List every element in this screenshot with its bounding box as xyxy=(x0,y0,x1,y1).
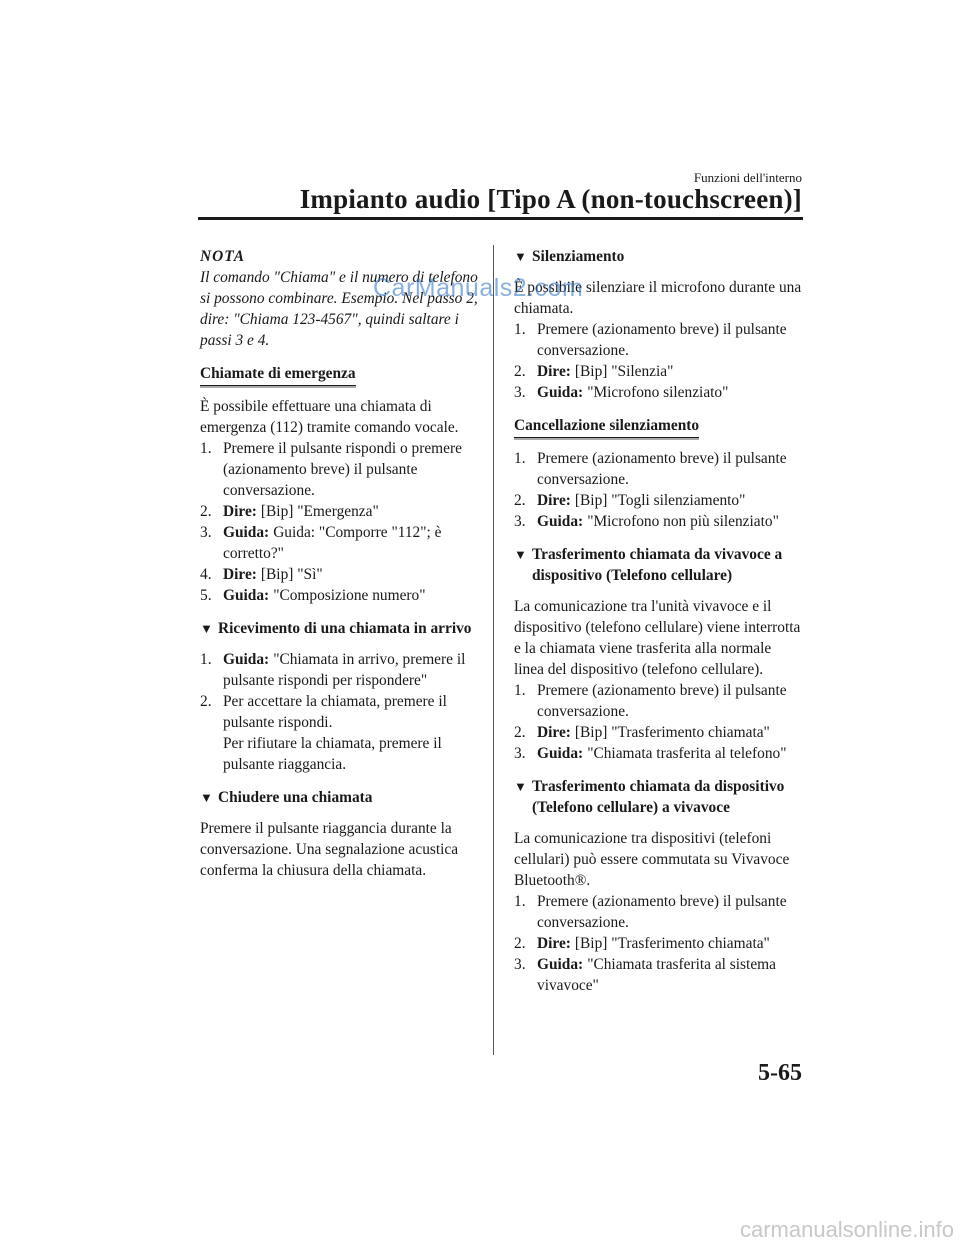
page-title: Impianto audio [Tipo A (non-touchscreen)] xyxy=(299,184,802,214)
step-keyword: Guida: xyxy=(223,651,270,668)
step-text: [Bip] "Trasferimento chiamata" xyxy=(574,724,770,741)
step-item xyxy=(514,722,804,743)
to-device-intro: La comunicazione tra l'unità vivavoce e il dispositivo (telefono cellulare) viene interrotta e la chiamata viene trasferita alla normale linea del dispositivo (telefono cellulare). xyxy=(514,598,801,678)
step-body xyxy=(537,933,770,954)
step-text: [Bip] "Silenzia" xyxy=(574,363,674,380)
down-triangle-icon: ▼ xyxy=(200,790,213,805)
step-body xyxy=(223,438,480,501)
step-body xyxy=(223,522,480,564)
step-number: 1. xyxy=(200,651,212,668)
step-item xyxy=(514,319,804,361)
step-number: 1. xyxy=(514,893,526,910)
step-keyword: Dire: xyxy=(537,492,571,509)
to-device-steps xyxy=(514,680,804,764)
section-heading-to-handsfree xyxy=(514,776,804,818)
step-body xyxy=(537,511,779,532)
section-heading-mute xyxy=(514,246,804,267)
section-heading-hangup xyxy=(200,787,480,808)
note-text: Il comando "Chiama" e il numero di telefono si possono combinare. Esempio. Nel passo 2, dire: "Chiama 123-4567", quindi saltare i passi 3 e 4. xyxy=(200,269,478,349)
step-body xyxy=(223,585,426,606)
step-item xyxy=(514,891,804,933)
emergency-intro: È possibile effettuare una chiamata di emergenza (112) tramite comando vocale. xyxy=(200,398,459,436)
step-number: 3. xyxy=(514,384,526,401)
step-keyword: Guida: xyxy=(537,384,584,401)
step-item xyxy=(200,585,480,606)
step-body xyxy=(537,954,804,996)
step-body xyxy=(537,680,804,722)
step-text: "Chiamata trasferita al telefono" xyxy=(587,745,787,762)
step-text: Per accettare la chiamata, premere il pulsante rispondi. xyxy=(223,693,447,731)
step-keyword: Dire: xyxy=(537,363,571,380)
step-number: 2. xyxy=(514,492,526,509)
step-item xyxy=(200,522,480,564)
step-number: 2. xyxy=(200,693,212,710)
mute-intro: È possibile silenziare il microfono durante una chiamata. xyxy=(514,279,802,317)
step-body xyxy=(537,891,804,933)
step-keyword: Dire: xyxy=(223,503,257,520)
subheading-emergency: Chiamate di emergenza xyxy=(200,363,356,386)
down-triangle-icon: ▼ xyxy=(514,249,527,264)
step-keyword: Guida: xyxy=(223,587,270,604)
to-device-heading-text: Trasferimento chiamata da vivavoce a dispositivo (Telefono cellulare) xyxy=(532,546,783,584)
step-body xyxy=(223,501,379,522)
right-column xyxy=(514,246,804,996)
step-text: Guida: "Comporre "112"; è corretto?" xyxy=(223,524,442,562)
step-text: Premere (azionamento breve) il pulsante conversazione. xyxy=(537,450,787,488)
step-body xyxy=(537,490,745,511)
step-item xyxy=(514,933,804,954)
down-triangle-icon: ▼ xyxy=(200,621,213,636)
incoming-heading-text: Ricevimento di una chiamata in arrivo xyxy=(218,620,472,637)
step-text: [Bip] "Sì" xyxy=(260,566,323,583)
step-number: 2. xyxy=(200,503,212,520)
step-keyword: Guida: xyxy=(537,513,584,530)
mute-heading-text: Silenziamento xyxy=(532,248,625,265)
step-item xyxy=(200,438,480,501)
step-item xyxy=(514,680,804,722)
step-keyword: Guida: xyxy=(537,745,584,762)
header-section-label: Funzioni dell'interno xyxy=(693,170,802,185)
step-item xyxy=(514,448,804,490)
step-body xyxy=(223,649,480,691)
step-item xyxy=(200,649,480,691)
unmute-steps xyxy=(514,448,804,532)
step-text: "Chiamata trasferita al sistema vivavoce" xyxy=(537,956,776,994)
step-item xyxy=(514,511,804,532)
emergency-steps xyxy=(200,438,480,606)
step-number: 3. xyxy=(514,513,526,530)
step-body xyxy=(537,448,804,490)
section-heading-incoming xyxy=(200,618,480,639)
watermark-top: CarManuals2.com xyxy=(373,274,584,302)
step-text: Premere (azionamento breve) il pulsante conversazione. xyxy=(537,893,787,931)
step-item xyxy=(200,564,480,585)
step-text: "Microfono non più silenziato" xyxy=(587,513,779,530)
step-keyword: Dire: xyxy=(537,724,571,741)
step-body xyxy=(537,743,787,764)
to-handsfree-intro: La comunicazione tra dispositivi (telefoni cellulari) può essere commutata su Vivavoce Bluetooth®. xyxy=(514,830,790,889)
left-column xyxy=(200,246,480,881)
step-text: "Chiamata in arrivo, premere il pulsante rispondi per rispondere" xyxy=(223,651,466,689)
step-text: "Microfono silenziato" xyxy=(587,384,729,401)
step-number: 5. xyxy=(200,587,212,604)
step-number: 1. xyxy=(200,440,212,457)
page-number: 5-65 xyxy=(758,1060,802,1086)
incoming-reject-text: Per rifiutare la chiamata, premere il pulsante riaggancia. xyxy=(223,735,442,773)
step-body xyxy=(537,361,673,382)
section-heading-to-device xyxy=(514,544,804,586)
step-text: Premere (azionamento breve) il pulsante conversazione. xyxy=(537,682,787,720)
down-triangle-icon: ▼ xyxy=(514,779,527,794)
step-item xyxy=(514,382,804,403)
step-text: [Bip] "Trasferimento chiamata" xyxy=(574,935,770,952)
step-number: 1. xyxy=(514,321,526,338)
incoming-steps xyxy=(200,649,480,733)
watermark-bottom: carmanualsonline.info xyxy=(739,1217,954,1242)
step-number: 3. xyxy=(514,745,526,762)
step-number: 2. xyxy=(514,935,526,952)
header-rule xyxy=(198,217,803,220)
step-number: 3. xyxy=(514,956,526,973)
step-item xyxy=(514,743,804,764)
step-item xyxy=(514,954,804,996)
step-keyword: Guida: xyxy=(223,524,270,541)
step-text: Premere (azionamento breve) il pulsante conversazione. xyxy=(537,321,787,359)
to-handsfree-steps xyxy=(514,891,804,996)
step-number: 1. xyxy=(514,450,526,467)
step-keyword: Guida: xyxy=(537,956,584,973)
step-item xyxy=(514,490,804,511)
hangup-heading-text: Chiudere una chiamata xyxy=(218,789,373,806)
column-divider xyxy=(493,245,494,1055)
step-number: 2. xyxy=(514,724,526,741)
step-body xyxy=(537,722,770,743)
step-body xyxy=(537,319,804,361)
hangup-text: Premere il pulsante riaggancia durante la conversazione. Una segnalazione acustica conferma la chiusura della chiamata. xyxy=(200,820,459,879)
to-handsfree-heading-text: Trasferimento chiamata da dispositivo (Telefono cellulare) a vivavoce xyxy=(532,778,785,816)
step-body xyxy=(223,564,323,585)
step-keyword: Dire: xyxy=(537,935,571,952)
step-body xyxy=(223,691,480,733)
step-text: Premere il pulsante rispondi o premere (azionamento breve) il pulsante conversazione. xyxy=(223,440,462,499)
note-label: NOTA xyxy=(200,248,246,265)
mute-steps xyxy=(514,319,804,403)
step-number: 4. xyxy=(200,566,212,583)
subheading-unmute: Cancellazione silenziamento xyxy=(514,415,699,438)
step-number: 2. xyxy=(514,363,526,380)
step-item xyxy=(200,691,480,733)
step-item xyxy=(514,361,804,382)
step-text: [Bip] "Emergenza" xyxy=(260,503,379,520)
step-body xyxy=(537,382,728,403)
step-text: [Bip] "Togli silenziamento" xyxy=(574,492,746,509)
down-triangle-icon: ▼ xyxy=(514,547,527,562)
step-number: 1. xyxy=(514,682,526,699)
step-keyword: Dire: xyxy=(223,566,257,583)
step-number: 3. xyxy=(200,524,212,541)
step-item xyxy=(200,501,480,522)
step-text: "Composizione numero" xyxy=(273,587,426,604)
